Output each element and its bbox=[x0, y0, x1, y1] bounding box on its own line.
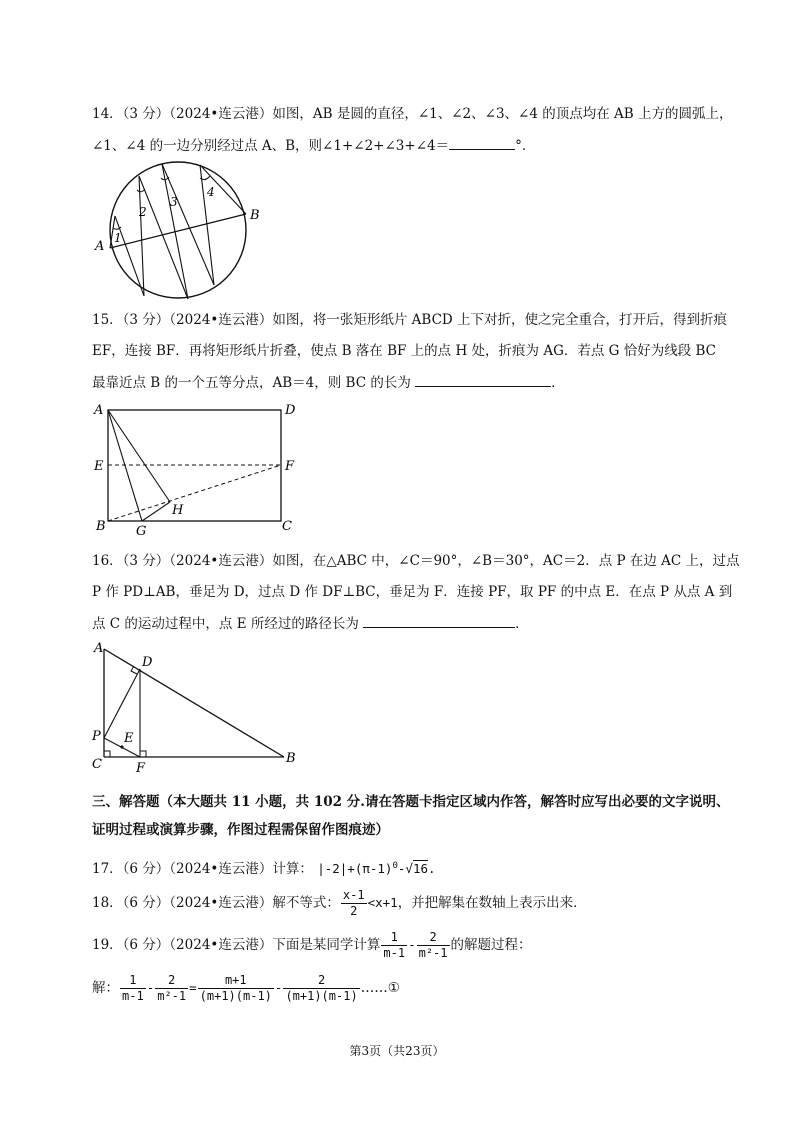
q19-minus: - bbox=[408, 937, 416, 952]
page-footer: 第3页（共23页） bbox=[349, 1044, 445, 1058]
q16-label-D: D bbox=[142, 655, 153, 670]
q18-tail-text: ，并把解集在数轴上表示出来． bbox=[397, 895, 587, 911]
q15-line3-text: 最靠近点 B 的一个五等分点，AB＝4，则 BC 的长为 bbox=[92, 375, 411, 391]
q14-line1: 14．（3 分）（2024•连云港）如图，AB 是圆的直径，∠1、∠2、∠3、∠4 的顶点均在 AB 上方的圆弧上， bbox=[92, 106, 733, 122]
q19-sol-minus-1: - bbox=[146, 980, 155, 995]
q17-expression bbox=[317, 861, 435, 876]
q19-s2-den: m²-1 bbox=[157, 989, 187, 1003]
q16-label-E: E bbox=[124, 731, 134, 746]
q14-label-B: B bbox=[250, 208, 260, 223]
q19-s4-num: 2 bbox=[283, 973, 359, 989]
q19-s3-den: (m+1)(m-1) bbox=[199, 989, 272, 1003]
q15-answer-blank[interactable] bbox=[415, 372, 551, 387]
q15-label-D: D bbox=[285, 403, 296, 418]
q19-equals: = bbox=[189, 980, 197, 995]
q18-denominator: 2 bbox=[350, 904, 358, 918]
q16-answer-blank[interactable] bbox=[363, 613, 515, 628]
q19-f1-num: 1 bbox=[381, 930, 407, 946]
q15-line2: EF，连接 BF．再将矩形纸片折叠，使点 B 落在 BF 上的点 H 处，折痕为 AG．若点 G 恰好为线段 BC bbox=[92, 343, 717, 359]
q19-s2-num: 2 bbox=[155, 973, 188, 989]
q19-sol-frac-2 bbox=[155, 973, 188, 1004]
q14-label-2: 2 bbox=[139, 205, 147, 219]
q14-line2-text: ∠1、∠4 的一边分别经过点 A、B，则∠1+∠2+∠3+∠4＝ bbox=[92, 138, 450, 154]
q15-line3-end: ． bbox=[551, 375, 565, 391]
q19-solution-line bbox=[92, 970, 400, 1006]
q15-rectangle-figure bbox=[88, 398, 338, 538]
q19-fraction-1 bbox=[381, 930, 407, 961]
sqrt-icon: √ bbox=[405, 861, 413, 877]
q14-label-4: 4 bbox=[207, 185, 215, 199]
q16-label-P: P bbox=[92, 729, 101, 744]
q18-line bbox=[92, 886, 587, 920]
q19-fraction-2 bbox=[417, 930, 450, 961]
q16-line2: P 作 PD⊥AB，垂足为 D，过点 D 作 DF⊥BC，垂足为 F．连接 PF，取 PF 的中点 E．在点 P 从点 A 到 bbox=[92, 584, 733, 600]
q19-s3-num: m+1 bbox=[198, 973, 274, 989]
q16-line3 bbox=[92, 613, 529, 634]
q19-sol-frac-1 bbox=[120, 973, 146, 1004]
q19-line bbox=[92, 928, 532, 962]
q14-circle-figure bbox=[92, 158, 272, 303]
q17-line bbox=[92, 856, 436, 879]
q18-numerator: x-1 bbox=[342, 888, 365, 902]
q14-label-A: A bbox=[95, 239, 105, 254]
q19-s4-den: (m+1)(m-1) bbox=[285, 989, 358, 1003]
q17-expr-a: |-2|+(π-1) bbox=[317, 861, 393, 877]
q15-label-B: B bbox=[96, 519, 106, 534]
q16-line3-end: ． bbox=[515, 616, 529, 632]
q18-relation: <x+1 bbox=[367, 895, 398, 910]
q14-label-3: 3 bbox=[170, 195, 178, 209]
q19-sol-frac-4 bbox=[283, 973, 359, 1004]
section3-heading-line1: 三、解答题（本大题共 11 小题，共 102 分.请在答题卡指定区域内作答，解答时应写出必要的文字说明、 bbox=[92, 794, 730, 810]
q19-s1-den: m-1 bbox=[122, 989, 144, 1003]
q15-label-C: C bbox=[282, 519, 292, 534]
q17-text: 17．（6 分）（2024•连云港）计算： bbox=[92, 861, 313, 878]
q16-label-B: B bbox=[286, 751, 296, 766]
q16-label-A: A bbox=[94, 641, 104, 656]
q19-f2-num: 2 bbox=[417, 930, 450, 946]
q14-answer-blank[interactable] bbox=[449, 135, 515, 150]
q15-label-H: H bbox=[172, 503, 184, 518]
q19-f1-den: m-1 bbox=[383, 946, 406, 960]
q19-tail-text: 的解题过程： bbox=[450, 937, 532, 953]
q14-line2 bbox=[92, 135, 535, 156]
q18-fraction bbox=[341, 888, 367, 919]
q19-step-marker: ……① bbox=[360, 980, 400, 996]
q17-exponent: 0 bbox=[392, 861, 398, 871]
q19-solution-label: 解： bbox=[92, 980, 119, 996]
q16-label-F: F bbox=[136, 761, 146, 776]
q16-line3-text: 点 C 的运动过程中，点 E 所经过的路径长为 bbox=[92, 616, 359, 632]
q15-label-E: E bbox=[94, 459, 104, 474]
q15-line3 bbox=[92, 372, 565, 393]
q15-label-A: A bbox=[94, 403, 104, 418]
q18-text: 18．（6 分）（2024•连云港）解不等式： bbox=[92, 895, 340, 911]
q15-label-F: F bbox=[285, 459, 295, 474]
q19-sol-minus-2: - bbox=[274, 980, 283, 995]
q15-line1: 15．（3 分）（2024•连云港）如图，将一张矩形纸片 ABCD 上下对折，使之完全重合，打开后，得到折痕 bbox=[92, 312, 728, 328]
q16-line1: 16．（3 分）（2024•连云港）如图，在△ABC 中，∠C＝90°，∠B＝30°，AC＝2．点 P 在边 AC 上，过点 bbox=[92, 553, 740, 569]
q19-sol-frac-3 bbox=[198, 973, 274, 1004]
section3-heading-line2: 证明过程或演算步骤，作图过程需保留作图痕迹） bbox=[92, 822, 389, 838]
q16-label-C: C bbox=[92, 757, 102, 772]
q17-sqrt-arg: 16 bbox=[412, 861, 428, 877]
q15-label-G: G bbox=[136, 524, 147, 538]
q17-period: . bbox=[428, 861, 436, 877]
q14-line2-end: °． bbox=[515, 138, 536, 154]
q19-text: 19．（6 分）（2024•连云港）下面是某同学计算 bbox=[92, 937, 381, 953]
q16-triangle-figure bbox=[88, 640, 308, 778]
q14-label-1: 1 bbox=[114, 231, 122, 245]
q19-s1-num: 1 bbox=[120, 973, 146, 989]
q17-expr-minus: - bbox=[397, 861, 406, 877]
q19-f2-den: m²-1 bbox=[418, 946, 448, 960]
